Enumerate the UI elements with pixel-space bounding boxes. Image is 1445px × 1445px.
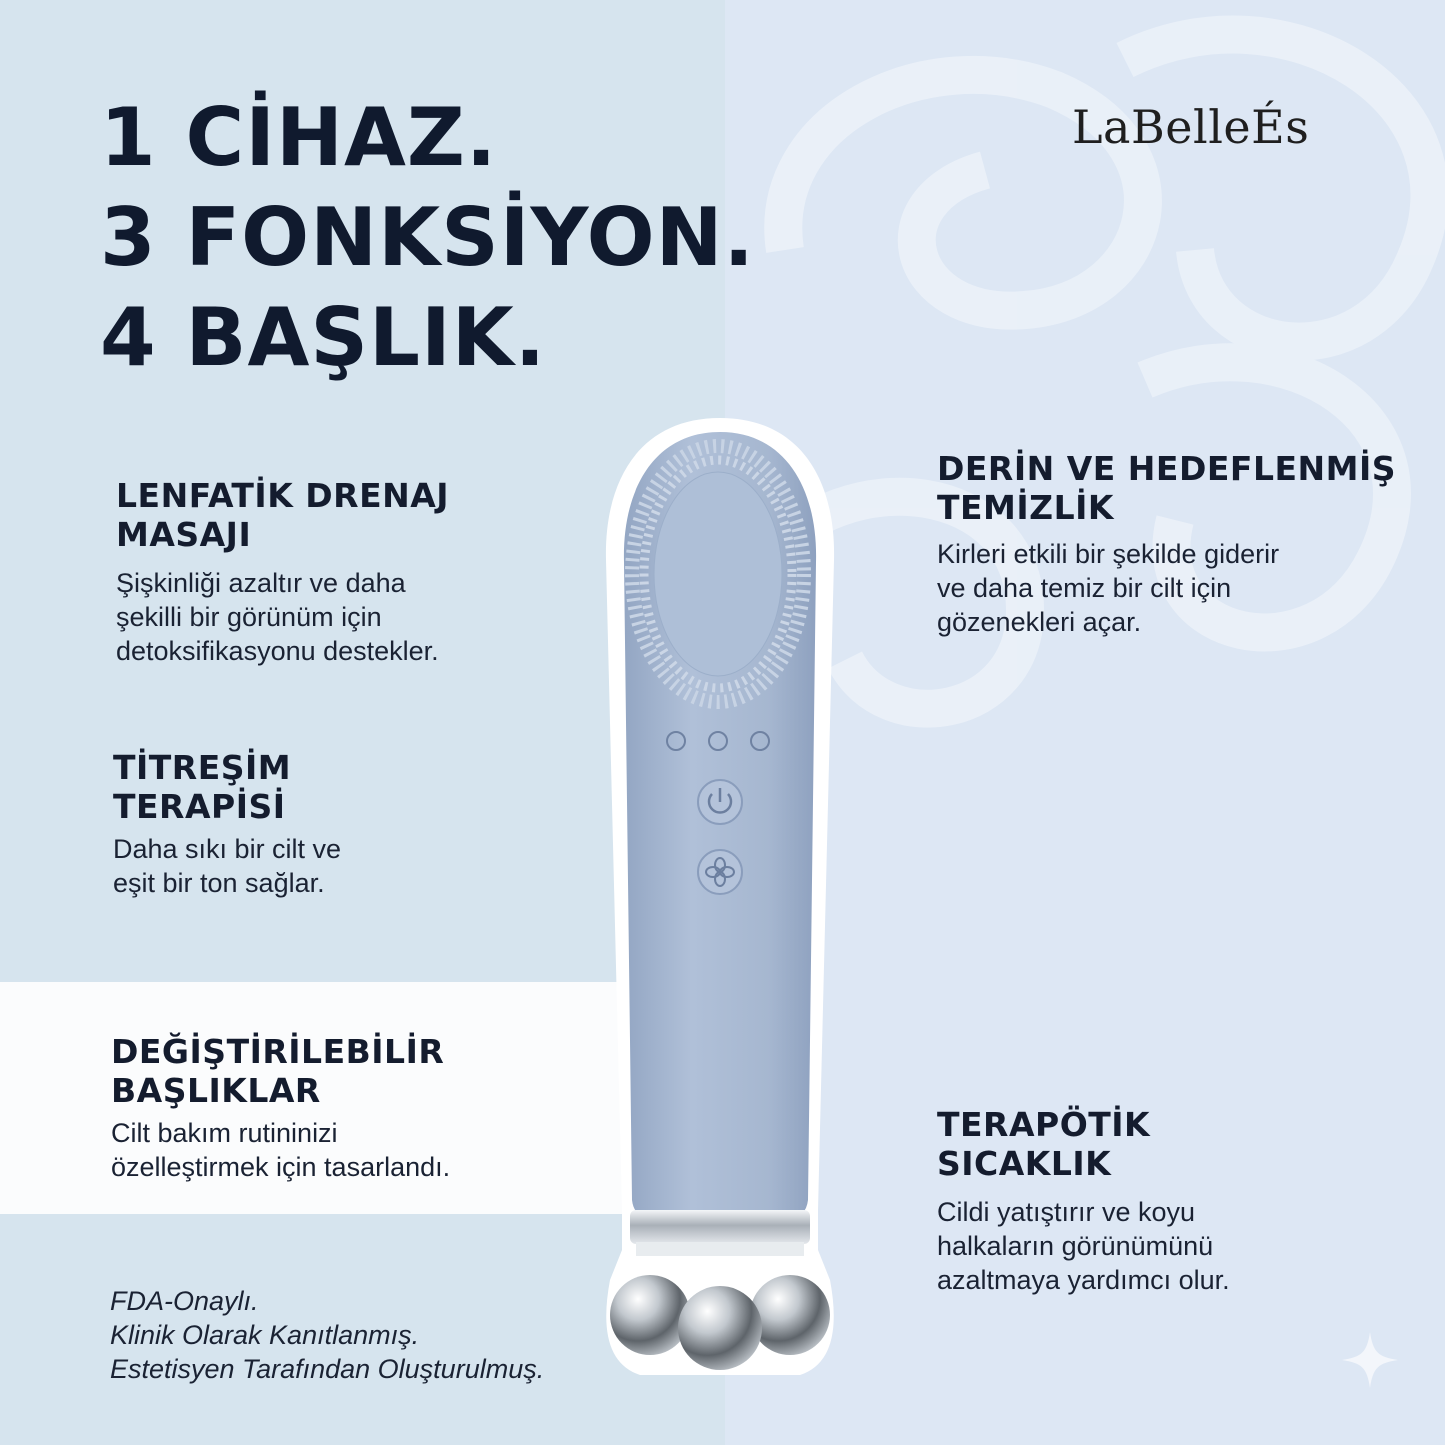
feature-title-line: TEMİZLİK bbox=[937, 488, 1114, 527]
feature-desc-line: ve daha temiz bir cilt için bbox=[937, 573, 1232, 603]
brand-logo: LaBelleÉs bbox=[1072, 100, 1310, 154]
claim-line: Klinik Olarak Kanıtlanmış. bbox=[110, 1320, 420, 1350]
feature-desc-line: Cildi yatıştırır ve koyu bbox=[937, 1197, 1196, 1227]
feature-title-line: TİTREŞİM bbox=[113, 748, 292, 787]
headline-line-3: 4 BAŞLIK. bbox=[100, 291, 547, 384]
feature-desc-line: Kirleri etkili bir şekilde giderir bbox=[937, 539, 1280, 569]
claim-line: Estetisyen Tarafından Oluşturulmuş. bbox=[110, 1354, 545, 1384]
feature-description bbox=[937, 1195, 1397, 1297]
feature-title-line: DEĞİŞTİRİLEBİLİR bbox=[111, 1032, 445, 1071]
feature-title-line: LENFATİK DRENAJ bbox=[116, 476, 450, 515]
feature-description bbox=[937, 537, 1437, 639]
feature-title bbox=[937, 1105, 1397, 1183]
claim-line: FDA-Onaylı. bbox=[110, 1286, 259, 1316]
feature-title bbox=[111, 1032, 581, 1110]
feature-deep-cleansing bbox=[937, 449, 1437, 639]
feature-title-line: DERİN VE HEDEFLENMİŞ bbox=[937, 449, 1397, 488]
feature-interchangeable-heads bbox=[111, 1032, 581, 1184]
feature-desc-line: azaltmaya yardımcı olur. bbox=[937, 1265, 1230, 1295]
feature-vibration-therapy bbox=[113, 748, 573, 900]
feature-title bbox=[113, 748, 573, 826]
feature-title-line: BAŞLIKLAR bbox=[111, 1071, 321, 1110]
feature-lymphatic-drainage bbox=[116, 476, 576, 668]
feature-title bbox=[116, 476, 576, 554]
mode-button-icon bbox=[698, 850, 742, 894]
feature-description bbox=[116, 566, 576, 668]
feature-title-line: SICAKLIK bbox=[937, 1144, 1112, 1183]
headline-line-1: 1 CİHAZ. bbox=[100, 91, 498, 184]
feature-desc-line: halkaların görünümünü bbox=[937, 1231, 1214, 1261]
feature-title-line: MASAJI bbox=[116, 515, 252, 554]
feature-desc-line: eşit bir ton sağlar. bbox=[113, 868, 325, 898]
feature-therapeutic-warmth bbox=[937, 1105, 1397, 1297]
feature-desc-line: gözenekleri açar. bbox=[937, 607, 1142, 637]
sparkle-icon bbox=[1340, 1330, 1400, 1390]
feature-title-line: TERAPÖTİK bbox=[937, 1105, 1151, 1144]
feature-desc-line: Daha sıkı bir cilt ve bbox=[113, 834, 342, 864]
feature-desc-line: şekilli bir görünüm için bbox=[116, 602, 382, 632]
device-illustration bbox=[580, 410, 860, 1410]
feature-description bbox=[111, 1116, 581, 1184]
feature-desc-line: Cilt bakım rutininizi bbox=[111, 1118, 338, 1148]
claims-text bbox=[110, 1284, 544, 1386]
feature-description bbox=[113, 832, 573, 900]
headline-line-2: 3 FONKSİYON. bbox=[100, 191, 755, 284]
feature-desc-line: Şişkinliği azaltır ve daha bbox=[116, 568, 406, 598]
feature-desc-line: özelleştirmek için tasarlandı. bbox=[111, 1152, 451, 1182]
feature-title-line: TERAPİSİ bbox=[113, 787, 286, 826]
metal-collar bbox=[630, 1210, 810, 1244]
feature-title bbox=[937, 449, 1437, 527]
feature-desc-line: detoksifikasyonu destekler. bbox=[116, 636, 439, 666]
headline bbox=[100, 88, 755, 388]
power-button-icon bbox=[698, 780, 742, 824]
